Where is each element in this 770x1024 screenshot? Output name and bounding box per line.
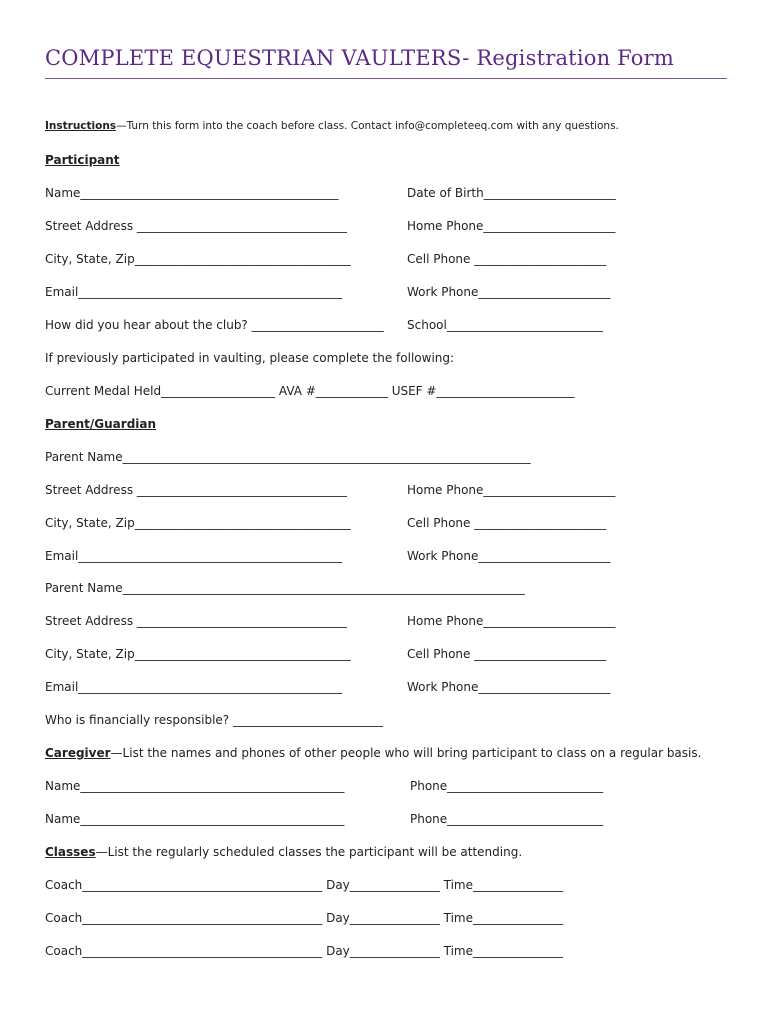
participant-city-field[interactable]: City, State, Zip____________________________________ <box>45 252 351 266</box>
class-row-1[interactable]: Coach________________________________________ Day_______________ Time_______________ <box>45 878 563 892</box>
participant-header: Participant <box>45 153 120 167</box>
classes-line <box>45 845 522 859</box>
participant-home-phone-field[interactable]: Home Phone______________________ <box>407 219 616 233</box>
caregiver-text: —List the names and phones of other people who will bring participant to class on a regular basis. <box>110 746 702 760</box>
participant-name-field[interactable]: Name___________________________________________ <box>45 186 339 200</box>
participant-email-field[interactable]: Email____________________________________________ <box>45 285 343 299</box>
class-row-2[interactable]: Coach________________________________________ Day_______________ Time_______________ <box>45 911 563 925</box>
parent-city-field-1[interactable]: City, State, Zip____________________________________ <box>45 516 351 530</box>
parent-home-phone-field-2[interactable]: Home Phone______________________ <box>407 614 616 628</box>
caregiver-name-field-1[interactable]: Name____________________________________________ <box>45 779 345 793</box>
participant-work-phone-field[interactable]: Work Phone______________________ <box>407 285 611 299</box>
parent-home-phone-field-1[interactable]: Home Phone______________________ <box>407 483 616 497</box>
medal-ava-usef-field[interactable]: Current Medal Held___________________ AVA #____________ USEF #_______________________ <box>45 384 575 398</box>
caregiver-label: Caregiver <box>45 746 111 760</box>
parent-guardian-header: Parent/Guardian <box>45 417 157 431</box>
instructions-text: —Turn this form into the coach before class. Contact info@completeeq.com with any questions. <box>116 120 619 132</box>
parent-street-field-2[interactable]: Street Address ___________________________________ <box>45 614 347 628</box>
parent-name-field-2[interactable]: Parent Name___________________________________________________________________ <box>45 581 525 595</box>
parent-street-field-1[interactable]: Street Address ___________________________________ <box>45 483 347 497</box>
class-row-3[interactable]: Coach________________________________________ Day_______________ Time_______________ <box>45 944 563 958</box>
parent-city-field-2[interactable]: City, State, Zip____________________________________ <box>45 647 351 661</box>
parent-email-field-2[interactable]: Email____________________________________________ <box>45 680 343 694</box>
school-field[interactable]: School__________________________ <box>407 318 603 332</box>
caregiver-phone-field-2[interactable]: Phone__________________________ <box>410 812 604 826</box>
participant-dob-field[interactable]: Date of Birth______________________ <box>407 186 616 200</box>
classes-text: —List the regularly scheduled classes the participant will be attending. <box>95 845 523 859</box>
caregiver-phone-field-1[interactable]: Phone__________________________ <box>410 779 604 793</box>
financially-responsible-field[interactable]: Who is financially responsible? _________________________ <box>45 713 383 727</box>
parent-name-field-1[interactable]: Parent Name____________________________________________________________________ <box>45 450 531 464</box>
parent-cell-phone-field-1[interactable]: Cell Phone ______________________ <box>407 516 607 530</box>
caregiver-name-field-2[interactable]: Name____________________________________________ <box>45 812 345 826</box>
classes-label: Classes <box>45 845 96 859</box>
hear-about-field[interactable]: How did you hear about the club? ______________________ <box>45 318 384 332</box>
parent-work-phone-field-2[interactable]: Work Phone______________________ <box>407 680 611 694</box>
title-rule <box>45 78 727 79</box>
parent-email-field-1[interactable]: Email____________________________________________ <box>45 549 343 563</box>
form-title: COMPLETE EQUESTRIAN VAULTERS- Registration Form <box>45 46 674 70</box>
parent-cell-phone-field-2[interactable]: Cell Phone ______________________ <box>407 647 607 661</box>
participant-street-field[interactable]: Street Address ___________________________________ <box>45 219 347 233</box>
instructions-label: Instructions <box>45 120 117 132</box>
caregiver-line <box>45 746 701 760</box>
parent-work-phone-field-1[interactable]: Work Phone______________________ <box>407 549 611 563</box>
participant-cell-phone-field[interactable]: Cell Phone ______________________ <box>407 252 607 266</box>
previous-participation-text: If previously participated in vaulting, please complete the following: <box>45 351 455 365</box>
instructions-line <box>45 119 619 133</box>
